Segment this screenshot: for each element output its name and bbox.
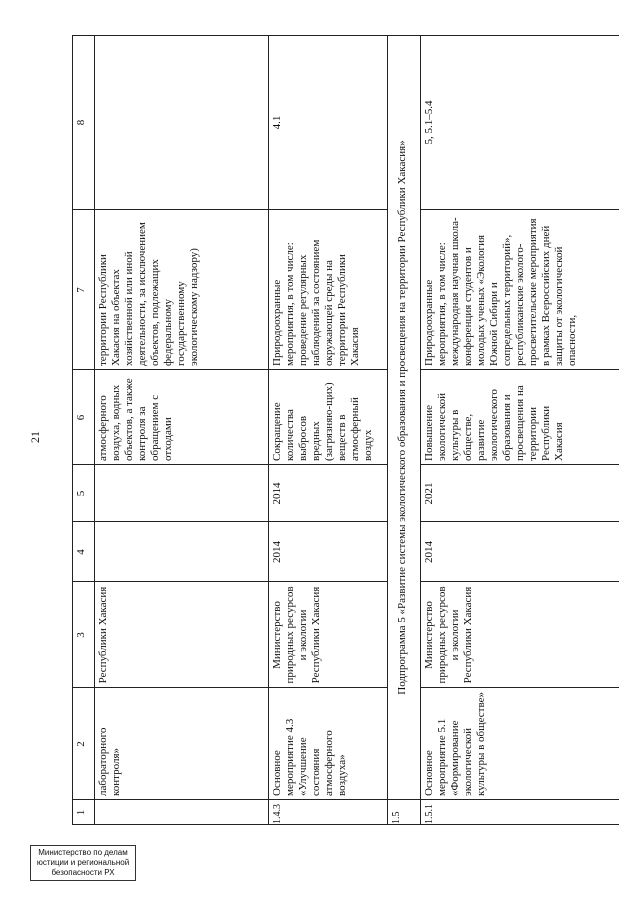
column-divider <box>420 581 619 582</box>
column-header: 4 <box>75 549 87 555</box>
column-header: 7 <box>75 287 87 293</box>
row-number: 1.5.1 <box>424 804 435 824</box>
stamp-line: юстиции и региональной <box>36 858 130 867</box>
row-number: 1.5 <box>391 811 402 824</box>
column-divider <box>420 687 619 688</box>
row-divider <box>268 35 269 825</box>
column-header: 5 <box>75 490 87 497</box>
column-header: 2 <box>75 741 87 747</box>
column-divider <box>420 464 619 465</box>
continuation-result: атмосферного воздуха, водных объектов, а также контроля за обращением с отходами <box>97 378 174 461</box>
column-header: 6 <box>75 414 87 421</box>
stamp-line: безопасности РХ <box>51 868 115 877</box>
subprogram-title: Подпрограмма 5 «Развитие системы экологического образования и просвещения на территории Республики Хакасия» <box>396 140 408 695</box>
measure-name: Основное мероприятие 5.1 «Формирование экологической культуры в обществе» <box>423 692 487 796</box>
column-divider <box>420 369 619 370</box>
registration-stamp <box>30 845 136 881</box>
measure-name: Основное мероприятие 4.3 «Улучшение состояния атмосферного воздуха» <box>271 718 348 796</box>
expected-result: Сокращение количества выбросов вредных (загрязняю-щих) веществ в атмосферный воздух <box>271 382 374 461</box>
main-activities: Природоохранные мероприятия, в том числе: международная научная школа-конференция студентов и молодых ученых «Экология Южной Сибири и сопредельных территорий», республиканские эколого-просветительские мероприятия в рамках Всероссийских дней защиты от экологической опасности, <box>423 217 578 366</box>
measures-table <box>72 35 619 825</box>
indicator-reference: 4.1 <box>271 115 283 130</box>
executor: Министерство природных ресурсов и экологии Республики Хакасия <box>423 586 474 684</box>
row-divider <box>420 35 421 825</box>
column-divider <box>72 369 387 370</box>
page-number: 21 <box>28 431 42 443</box>
stamp-line: Министерство по делам <box>38 848 128 857</box>
start-year: 2014 <box>271 541 283 563</box>
continuation-activities: территории Республики Хакасия на объектах хозяйственной или иной деятельности, за исключением объектов, подлежащих федеральному государственному экологическому надзору) <box>97 222 200 366</box>
column-header: 3 <box>75 632 87 638</box>
column-divider <box>72 687 387 688</box>
column-divider <box>72 581 387 582</box>
column-divider <box>72 209 387 210</box>
column-divider <box>72 799 619 800</box>
table-border <box>72 824 619 825</box>
column-divider <box>72 521 387 522</box>
table-border <box>72 35 619 36</box>
end-year: 2014 <box>271 482 283 505</box>
row-divider <box>94 35 95 825</box>
end-year: 2021 <box>423 482 435 505</box>
row-divider <box>387 35 388 825</box>
continuation-measure: лабораторного контроля» <box>97 727 122 796</box>
indicator-reference: 5, 5.1–5.4 <box>423 100 435 145</box>
expected-result: Повышение экологической культуры в обществе, развитие экологического образования и просвещения на территории Республики Хакасия <box>423 385 565 461</box>
continuation-executor: Республики Хакасия <box>97 586 109 684</box>
main-activities: Природоохранные мероприятия, в том числе: проведение регулярных наблюдений за состоянием окружающей среды на территории Республики Хакасия <box>271 239 361 366</box>
start-year: 2014 <box>423 541 435 563</box>
column-header: 1 <box>75 809 87 816</box>
column-divider <box>72 464 387 465</box>
row-number: 1.4.3 <box>272 804 283 824</box>
column-divider <box>420 209 619 210</box>
table-border <box>72 35 73 825</box>
executor: Министерство природных ресурсов и экологии Республики Хакасия <box>271 586 322 684</box>
column-divider <box>420 521 619 522</box>
column-header: 8 <box>75 119 87 126</box>
